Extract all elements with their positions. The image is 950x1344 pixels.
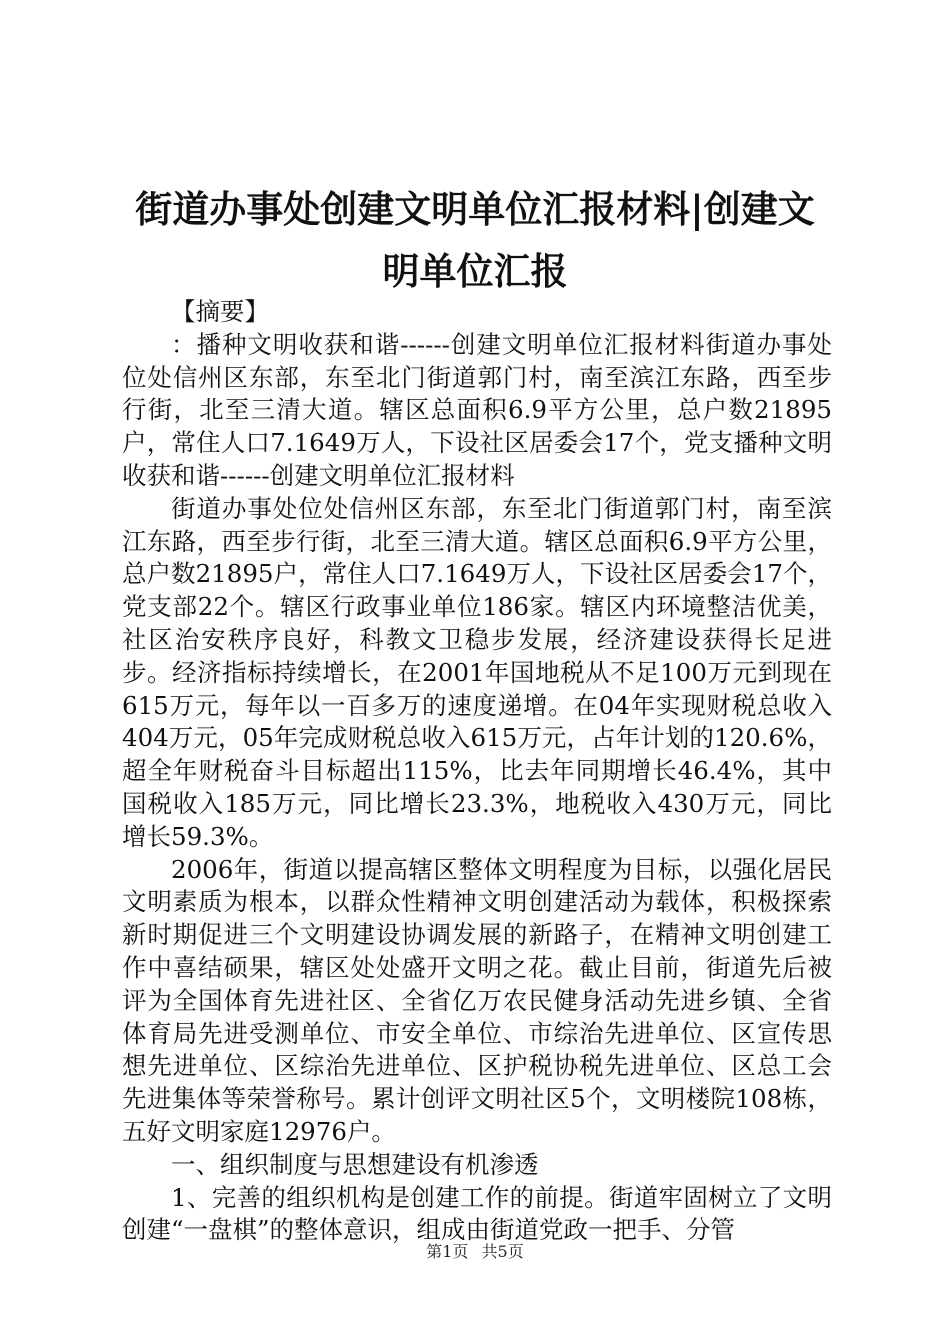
page-number: 第1页 xyxy=(426,1242,469,1261)
document-body xyxy=(122,296,832,1247)
section-heading: 一、组织制度与思想建设有机渗透 xyxy=(171,1149,539,1179)
body-paragraph: 2006年，街道以提高辖区整体文明程度为目标，以强化居民文明素质为根本，以群众性精神文明创建活动为载体，积极探索新时期促进三个文明建设协调发展的新路子，在精神文明创建工作中喜结硕果，辖区处处盛开文明之花。截止目前，街道先后被评为全国体育先进社区、全省亿万农民健身活动先进乡镇、全省体育局先进受测单位、市安全单位、市综治先进单位、区宣传思想先进单位、区综治先进单位、区护税协税先进单位、区总工会先进集体等荣誉称号。累计创评文明社区5个，文明楼院108栋，五好文明家庭12976户。 xyxy=(122,854,832,1146)
body-paragraph: 1、完善的组织机构是创建工作的前提。街道牢固树立了文明创建“一盘棋”的整体意识，组成由街道党政一把手、分管 xyxy=(122,1182,832,1245)
body-paragraph: 街道办事处位处信州区东部，东至北门街道郭门村，南至滨江东路，西至步行街，北至三清大道。辖区总面积6.9平方公里，总户数21895户，常住人口7.1649万人，下设社区居委会17个，党支部22个。辖区行政事业单位186家。辖区内环境整洁优美，社区治安秩序良好，科教文卫稳步发展，经济建设获得长足进步。经济指标持续增长，在2001年国地税从不足100万元到现在615万元，每年以一百多万的速度递增。在04年实现财税总收入404万元，05年完成财税总收入615万元，占年计划的120.6%，超全年财税奋斗目标超出115%，比去年同期增长46.4%，其中国税收入185万元，同比增长23.3%，地税收入430万元，同比增长59.3%。 xyxy=(122,493,832,851)
document-title: 街道办事处创建文明单位汇报材料|创建文明单位汇报 xyxy=(135,187,815,293)
page-total: 共5页 xyxy=(481,1242,524,1261)
page-footer xyxy=(0,1242,950,1262)
abstract-label: 【摘要】 xyxy=(171,297,269,326)
abstract-text: ：播种文明收获和谐------创建文明单位汇报材料街道办事处位处信州区东部，东至北门街道郭门村，南至滨江东路，西至步行街，北至三清大道。辖区总面积6.9平方公里，总户数21895户，常住人口7.1649万人，下设社区居委会17个，党支播种文明收获和谐------创建文明单位汇报材料 xyxy=(122,329,832,490)
